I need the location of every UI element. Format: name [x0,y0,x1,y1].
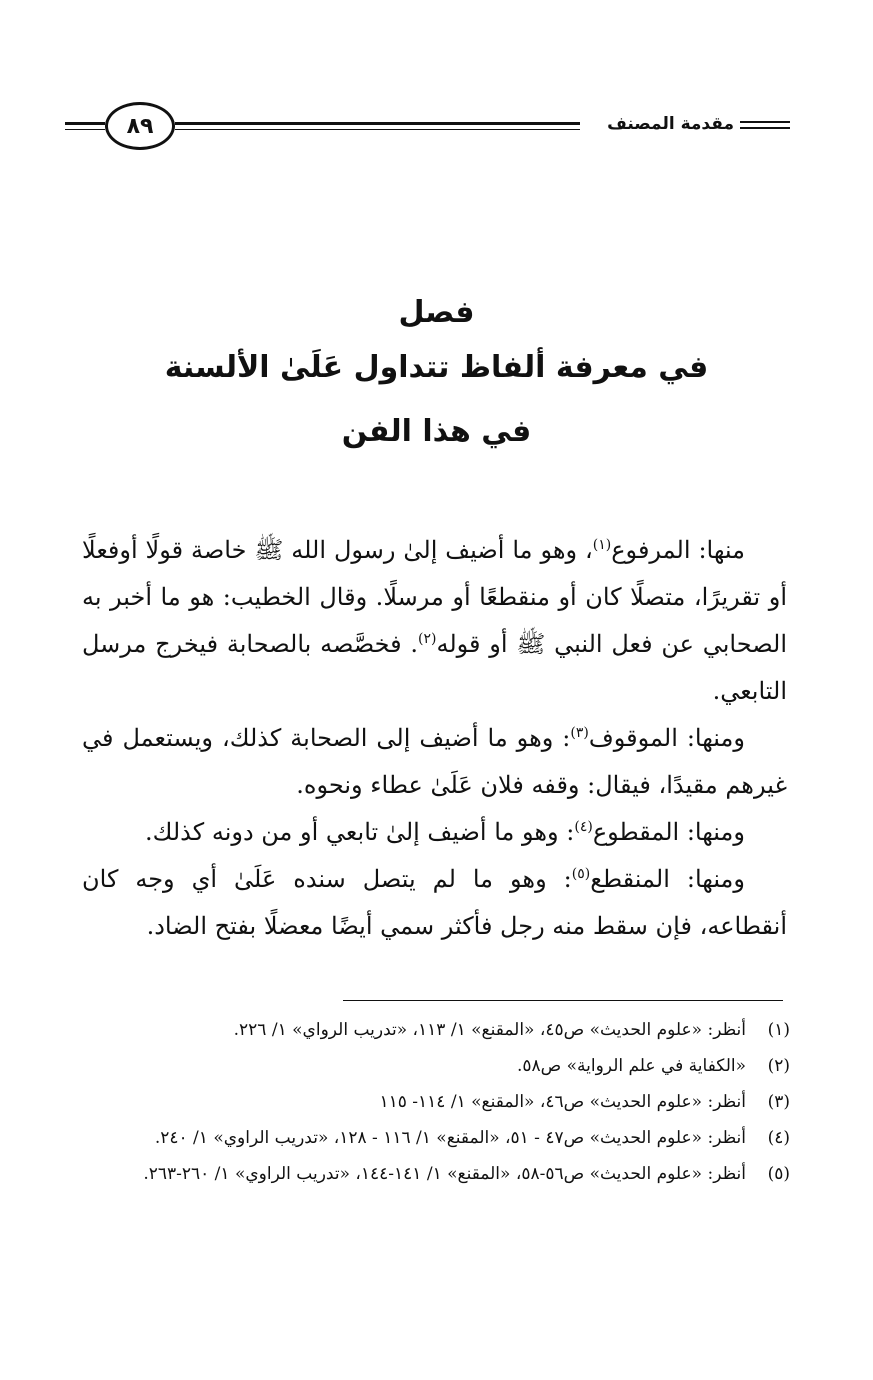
page-number: ٨٩ [126,113,154,139]
header-rule-left [65,122,105,125]
running-title: مقدمة المصنف [607,114,734,134]
paragraph-maqtu [82,809,787,856]
footnote-number: (٥) [767,1164,790,1184]
footnote-number: (٤) [767,1128,790,1148]
chapter-title-line-1: في معرفة ألفاظ تتداول عَلَىٰ الألسنة [164,350,709,385]
footnote-ref-4[interactable]: (٤) [574,819,593,835]
paragraph-text: : وهو ما أضيف إلىٰ تابعي أو من دونه كذلك. [145,818,575,846]
header-rule-left-thin [65,129,105,130]
paragraph-text: . فخصَّصه بالصحابة فيخرج مرسل التابعي. [82,630,787,705]
header-rule-middle-thin [175,129,580,130]
paragraph-text: : وهو ما لم يتصل سنده عَلَىٰ أي وجه كان أنقطاعه، فإن سقط منه رجل فأكثر سمي أيضًا معضلًا بفتح الضاد. [82,865,787,940]
paragraph-text: منها: المرفوع [611,536,745,564]
paragraph-munqati [82,856,787,950]
paragraph-marfu [82,527,787,715]
footnote-number: (١) [767,1020,790,1040]
paragraph-text: ومنها: الموقوف [588,724,745,752]
footnote-3 [70,1084,790,1120]
footnote-text: أنظر: «علوم الحديث» ص٤٧ - ٥١، «المقنع» ١/ ١١٦ - ١٢٨، «تدريب الراوي» ١/ ٢٤٠. [154,1128,746,1148]
header-rule-middle [175,122,580,125]
header-ornament-right [740,121,790,133]
chapter-title-line-2: في هذا الفن [341,414,532,449]
body-text [82,527,787,950]
footnotes [70,1012,790,1192]
footnote-4 [70,1120,790,1156]
footnote-2 [70,1048,790,1084]
paragraph-mawquf [82,715,787,809]
page-number-oval [105,102,175,150]
paragraph-text: : وهو ما أضيف إلى الصحابة كذلك، ويستعمل في غيرهم مقيدًا، فيقال: وقفه فلان عَلَىٰ عطاء ونحوه. [82,724,787,799]
footnote-separator [343,1000,783,1001]
running-header [65,96,790,166]
footnote-5 [70,1156,790,1192]
chapter-label: فصل [398,295,475,330]
footnote-text: أنظر: «علوم الحديث» ص٥٦-٥٨، «المقنع» ١/ ١٤١-١٤٤، «تدريب الراوي» ١/ ٢٦٠-٢٦٣. [143,1164,746,1184]
footnote-1 [70,1012,790,1048]
footnote-number: (٢) [767,1056,790,1076]
paragraph-text: ومنها: المنقطع [590,865,746,893]
chapter-heading [0,290,873,464]
footnote-ref-5[interactable]: (٥) [571,866,591,882]
footnote-text: «الكفاية في علم الرواية» ص٥٨. [517,1056,746,1076]
footnote-text: أنظر: «علوم الحديث» ص٤٥، «المقنع» ١/ ١١٣، «تدريب الرواي» ١/ ٢٢٦. [233,1020,746,1040]
footnote-number: (٣) [767,1092,790,1112]
footnote-ref-1[interactable]: (١) [592,537,612,553]
footnote-ref-3[interactable]: (٣) [570,725,589,741]
footnote-ref-2[interactable]: (٢) [418,631,437,647]
paragraph-text: ومنها: المقطوع [592,818,745,846]
paragraph-text: ، وهو ما أضيف إلىٰ رسول الله ﷺ خاصة قولًا أوفعلًا أو تقريرًا، متصلًا كان أو منقطعًا أو مرسلًا. وقال الخطيب: هو ما أخبر به الصحابي عن فعل النبي ﷺ أو قوله [82,536,787,658]
footnote-text: أنظر: «علوم الحديث» ص٤٦، «المقنع» ١/ ١١٤- ١١٥ [379,1092,746,1112]
